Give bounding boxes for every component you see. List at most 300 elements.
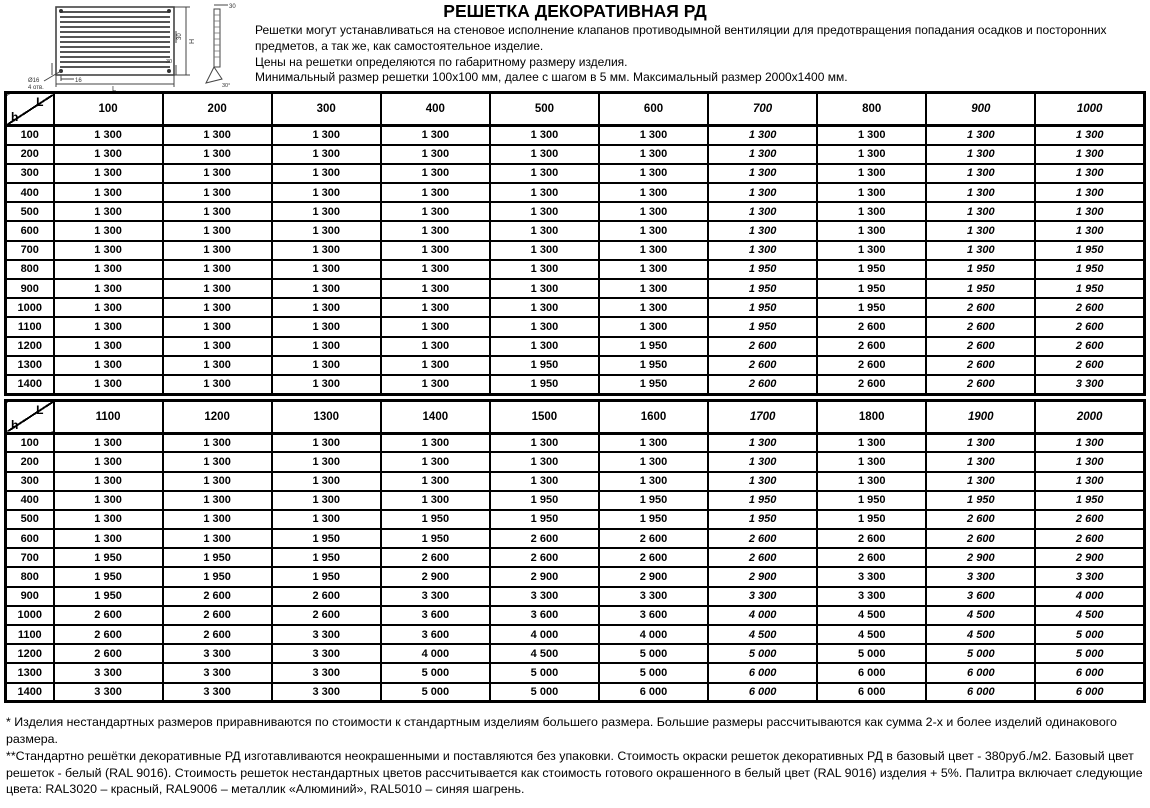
price-cell: 3 300 <box>272 644 381 663</box>
price-cell: 1 300 <box>599 183 708 202</box>
footer-notes <box>0 706 1150 798</box>
price-cell: 1 300 <box>599 279 708 298</box>
col-header-300: 300 <box>272 93 381 126</box>
price-cell: 2 600 <box>926 298 1035 317</box>
price-cell: 1 950 <box>381 529 490 548</box>
price-cell: 1 300 <box>272 491 381 510</box>
price-cell: 1 300 <box>163 375 272 394</box>
drawing-pitch-label: 30 <box>177 33 183 40</box>
price-cell: 1 300 <box>163 452 272 471</box>
price-cell: 1 950 <box>272 567 381 586</box>
side-view-foot <box>206 67 222 83</box>
price-cell: 1 300 <box>381 126 490 145</box>
price-cell: 1 300 <box>272 241 381 260</box>
row-header-900: 900 <box>6 279 54 298</box>
price-cell: 1 950 <box>926 491 1035 510</box>
price-cell: 1 300 <box>490 337 599 356</box>
col-header-600: 600 <box>599 93 708 126</box>
price-cell: 1 300 <box>272 510 381 529</box>
price-cell: 1 950 <box>817 510 926 529</box>
col-header-1500: 1500 <box>490 400 599 433</box>
table-row-h-900 <box>6 279 1145 298</box>
col-header-700: 700 <box>708 93 817 126</box>
price-cell: 4 500 <box>926 606 1035 625</box>
price-cell: 1 300 <box>599 145 708 164</box>
price-cell: 1 300 <box>1035 145 1144 164</box>
price-cell: 2 600 <box>272 606 381 625</box>
price-cell: 1 300 <box>381 279 490 298</box>
price-cell: 1 300 <box>272 298 381 317</box>
table-row-h-1200 <box>6 337 1145 356</box>
price-cell: 2 600 <box>708 375 817 394</box>
price-cell: 1 950 <box>490 491 599 510</box>
price-cell: 1 300 <box>381 491 490 510</box>
price-cell: 1 300 <box>381 298 490 317</box>
col-header-100: 100 <box>54 93 163 126</box>
price-cell: 1 300 <box>599 126 708 145</box>
price-cell: 1 300 <box>163 472 272 491</box>
price-cell: 5 000 <box>599 663 708 682</box>
footer-note-2: **Стандартно решётки декоративные РД изготавливаются неокрашенными и поставляются без упаковки. Стоимость окраски решеток декоративных РД в базовый цвет - 380руб./м2. Базовый цвет решеток - белый (RAL 9016). Стоимость решеток нестандартных цветов рассчитывается как стоимость готового окрашенного в белый цвет (RAL 9016) изделия + 5%. Палитра включает следующие цвета: RAL3020 – красный, RAL9006 – металлик «Алюминий», RAL5010 – синяя шагрень. <box>6 748 1143 797</box>
price-cell: 1 300 <box>490 164 599 183</box>
price-cell: 1 300 <box>381 202 490 221</box>
price-cell: 3 300 <box>490 587 599 606</box>
price-cell: 1 300 <box>599 433 708 452</box>
price-cell: 1 300 <box>272 317 381 336</box>
price-cell: 1 300 <box>381 221 490 240</box>
price-cell: 3 300 <box>163 644 272 663</box>
drawing-bottom-dim-label: 30 <box>166 59 173 65</box>
table-row-h-1100 <box>6 625 1145 644</box>
price-cell: 1 300 <box>54 433 163 452</box>
col-header-2000: 2000 <box>1035 400 1144 433</box>
price-cell: 3 600 <box>926 587 1035 606</box>
table-row-h-500 <box>6 510 1145 529</box>
table-row-h-1100 <box>6 317 1145 336</box>
table-row-h-600 <box>6 221 1145 240</box>
price-cell: 1 300 <box>708 126 817 145</box>
price-cell: 1 950 <box>381 510 490 529</box>
table-row-h-400 <box>6 491 1145 510</box>
price-cell: 1 300 <box>926 472 1035 491</box>
price-cell: 1 950 <box>599 491 708 510</box>
table-row-h-300 <box>6 472 1145 491</box>
row-header-1400: 1400 <box>6 375 54 394</box>
price-cell: 1 300 <box>163 241 272 260</box>
price-cell: 2 600 <box>817 375 926 394</box>
price-cell: 1 300 <box>54 510 163 529</box>
drawing-L-label: L <box>112 84 117 91</box>
price-cell: 1 300 <box>272 202 381 221</box>
price-cell: 1 300 <box>708 472 817 491</box>
price-cell: 2 600 <box>926 529 1035 548</box>
col-header-1000: 1000 <box>1035 93 1144 126</box>
price-cell: 2 600 <box>926 510 1035 529</box>
price-cell: 1 300 <box>381 356 490 375</box>
row-header-700: 700 <box>6 548 54 567</box>
price-cell: 1 300 <box>926 145 1035 164</box>
price-cell: 2 600 <box>708 548 817 567</box>
table-row-h-1200 <box>6 644 1145 663</box>
price-cell: 1 300 <box>54 356 163 375</box>
price-cell: 1 300 <box>817 241 926 260</box>
price-cell: 2 900 <box>926 548 1035 567</box>
price-cell: 1 300 <box>817 164 926 183</box>
price-cell: 5 000 <box>599 644 708 663</box>
price-cell: 1 300 <box>54 375 163 394</box>
price-cell: 3 600 <box>381 625 490 644</box>
row-header-1200: 1200 <box>6 644 54 663</box>
corner-label-h: h <box>11 110 19 124</box>
col-header-1400: 1400 <box>381 400 490 433</box>
price-table-widths-100-1000 <box>4 91 1146 396</box>
price-cell: 3 300 <box>54 663 163 682</box>
corner-label-h: h <box>11 417 19 432</box>
price-cell: 1 300 <box>599 472 708 491</box>
corner-label-L: L <box>36 402 44 417</box>
price-cell: 1 300 <box>381 452 490 471</box>
price-cell: 1 950 <box>163 567 272 586</box>
table-row-h-400 <box>6 183 1145 202</box>
price-cell: 1 300 <box>381 433 490 452</box>
intro-paragraph-3: Минимальный размер решетки 100x100 мм, далее с шагом в 5 мм. Максимальный размер 2000x1400 мм. <box>255 70 848 85</box>
price-cell: 1 300 <box>163 164 272 183</box>
price-cell: 1 300 <box>490 241 599 260</box>
price-cell: 1 300 <box>817 472 926 491</box>
price-cell: 1 300 <box>599 452 708 471</box>
price-cell: 1 300 <box>381 337 490 356</box>
price-cell: 1 300 <box>272 452 381 471</box>
price-cell: 1 300 <box>272 375 381 394</box>
price-cell: 1 950 <box>490 510 599 529</box>
row-header-1200: 1200 <box>6 337 54 356</box>
col-header-1900: 1900 <box>926 400 1035 433</box>
price-cell: 1 300 <box>54 279 163 298</box>
table-row-h-800 <box>6 567 1145 586</box>
price-cell: 2 600 <box>708 337 817 356</box>
price-cell: 1 300 <box>272 183 381 202</box>
col-header-900: 900 <box>926 93 1035 126</box>
price-cell: 1 300 <box>708 145 817 164</box>
price-cell: 1 300 <box>599 298 708 317</box>
price-cell: 2 600 <box>926 375 1035 394</box>
price-cell: 1 300 <box>817 126 926 145</box>
price-cell: 1 950 <box>163 548 272 567</box>
price-cell: 1 300 <box>490 433 599 452</box>
price-cell: 1 300 <box>708 221 817 240</box>
price-cell: 3 300 <box>817 567 926 586</box>
price-cell: 1 300 <box>163 126 272 145</box>
price-cell: 1 300 <box>1035 164 1144 183</box>
row-header-1000: 1000 <box>6 298 54 317</box>
price-cell: 1 300 <box>272 126 381 145</box>
corner-label-L: L <box>36 95 44 109</box>
row-header-1000: 1000 <box>6 606 54 625</box>
table-row-h-1300 <box>6 356 1145 375</box>
price-cell: 1 300 <box>599 202 708 221</box>
col-header-1200: 1200 <box>163 400 272 433</box>
price-cell: 2 600 <box>817 337 926 356</box>
price-cell: 1 300 <box>272 472 381 491</box>
price-cell: 1 300 <box>163 529 272 548</box>
row-header-900: 900 <box>6 587 54 606</box>
price-cell: 1 300 <box>1035 452 1144 471</box>
price-cell: 1 300 <box>163 183 272 202</box>
price-cell: 1 300 <box>163 260 272 279</box>
price-cell: 1 950 <box>708 491 817 510</box>
price-cell: 1 300 <box>54 145 163 164</box>
price-cell: 2 600 <box>599 529 708 548</box>
price-cell: 1 300 <box>599 241 708 260</box>
price-cell: 1 300 <box>381 145 490 164</box>
price-cell: 2 900 <box>490 567 599 586</box>
price-cell: 3 300 <box>1035 567 1144 586</box>
price-cell: 1 300 <box>272 356 381 375</box>
price-cell: 1 300 <box>54 241 163 260</box>
table-row-h-700 <box>6 241 1145 260</box>
table-row-h-100 <box>6 126 1145 145</box>
price-cell: 1 300 <box>163 433 272 452</box>
price-cell: 3 300 <box>272 663 381 682</box>
price-cell: 1 300 <box>163 337 272 356</box>
price-cell: 1 950 <box>272 529 381 548</box>
price-cell: 5 000 <box>708 644 817 663</box>
price-cell: 2 900 <box>708 567 817 586</box>
price-cell: 1 300 <box>54 472 163 491</box>
price-cell: 2 600 <box>54 644 163 663</box>
price-cell: 3 600 <box>490 606 599 625</box>
price-cell: 1 300 <box>54 164 163 183</box>
price-cell: 1 300 <box>272 279 381 298</box>
corner-cell <box>6 400 54 433</box>
price-cell: 1 950 <box>272 548 381 567</box>
table-row-h-1300 <box>6 663 1145 682</box>
price-cell: 2 600 <box>272 587 381 606</box>
price-cell: 1 300 <box>708 241 817 260</box>
col-header-500: 500 <box>490 93 599 126</box>
price-cell: 3 300 <box>381 587 490 606</box>
price-cell: 1 300 <box>926 221 1035 240</box>
price-cell: 1 300 <box>54 529 163 548</box>
row-header-300: 300 <box>6 472 54 491</box>
price-cell: 2 600 <box>708 529 817 548</box>
drawing-side-top-label: 30 <box>229 4 236 10</box>
price-cell: 1 300 <box>54 260 163 279</box>
price-cell: 5 000 <box>926 644 1035 663</box>
price-cell: 3 300 <box>272 625 381 644</box>
price-cell: 1 300 <box>54 221 163 240</box>
price-cell: 1 300 <box>490 298 599 317</box>
price-cell: 2 600 <box>163 625 272 644</box>
row-header-500: 500 <box>6 510 54 529</box>
price-cell: 1 300 <box>490 279 599 298</box>
price-cell: 1 300 <box>926 433 1035 452</box>
price-cell: 1 300 <box>163 356 272 375</box>
price-cell: 1 950 <box>708 279 817 298</box>
row-header-1300: 1300 <box>6 356 54 375</box>
price-cell: 1 950 <box>708 510 817 529</box>
price-cell: 1 950 <box>926 279 1035 298</box>
price-cell: 1 300 <box>1035 221 1144 240</box>
price-cell: 6 000 <box>708 683 817 702</box>
price-cell: 2 600 <box>817 356 926 375</box>
row-header-200: 200 <box>6 452 54 471</box>
col-header-800: 800 <box>817 93 926 126</box>
price-cell: 1 300 <box>54 337 163 356</box>
price-cell: 6 000 <box>1035 663 1144 682</box>
corner-cell <box>6 93 54 126</box>
price-cell: 1 300 <box>926 126 1035 145</box>
price-cell: 1 300 <box>1035 433 1144 452</box>
price-cell: 4 000 <box>490 625 599 644</box>
row-header-800: 800 <box>6 260 54 279</box>
price-cell: 2 600 <box>54 625 163 644</box>
col-header-1100: 1100 <box>54 400 163 433</box>
price-cell: 1 950 <box>599 375 708 394</box>
price-cell: 2 600 <box>599 548 708 567</box>
row-header-100: 100 <box>6 126 54 145</box>
price-cell: 1 300 <box>381 472 490 491</box>
price-cell: 1 300 <box>490 126 599 145</box>
price-cell: 2 600 <box>926 356 1035 375</box>
price-cell: 1 950 <box>1035 241 1144 260</box>
price-cell: 1 300 <box>926 202 1035 221</box>
col-header-200: 200 <box>163 93 272 126</box>
price-cell: 1 300 <box>817 433 926 452</box>
row-header-600: 600 <box>6 529 54 548</box>
row-header-1100: 1100 <box>6 317 54 336</box>
price-cell: 5 000 <box>1035 644 1144 663</box>
price-cell: 1 300 <box>926 452 1035 471</box>
intro-text <box>255 23 1148 86</box>
price-cell: 1 300 <box>163 491 272 510</box>
price-cell: 1 300 <box>599 164 708 183</box>
price-cell: 1 950 <box>490 356 599 375</box>
price-cell: 1 950 <box>817 298 926 317</box>
price-cell: 1 300 <box>381 317 490 336</box>
drawing-holes-label: 4 отв. <box>28 85 44 91</box>
drawing-diameter-label: Ø16 <box>28 78 40 84</box>
price-cell: 2 900 <box>1035 548 1144 567</box>
price-cell: 1 300 <box>54 452 163 471</box>
price-cell: 1 300 <box>163 145 272 164</box>
price-cell: 1 300 <box>490 183 599 202</box>
price-cell: 4 500 <box>817 625 926 644</box>
row-header-300: 300 <box>6 164 54 183</box>
price-cell: 2 600 <box>817 317 926 336</box>
table-row-h-700 <box>6 548 1145 567</box>
row-header-1400: 1400 <box>6 683 54 702</box>
price-cell: 4 000 <box>599 625 708 644</box>
intro-paragraph-1: Решетки могут устанавливаться на стеновое исполнение клапанов противодымной вентиляции для предотвращения попадания осадков и посторонних предметов, а так же, как самостоятельное изделие. <box>255 23 1107 53</box>
price-cell: 1 300 <box>54 298 163 317</box>
price-cell: 2 600 <box>708 356 817 375</box>
price-cell: 2 600 <box>926 337 1035 356</box>
price-cell: 1 300 <box>54 317 163 336</box>
price-cell: 1 300 <box>163 221 272 240</box>
price-cell: 3 300 <box>708 587 817 606</box>
table-row-h-200 <box>6 452 1145 471</box>
price-cell: 3 600 <box>599 606 708 625</box>
price-cell: 2 600 <box>381 548 490 567</box>
row-header-500: 500 <box>6 202 54 221</box>
table-row-h-800 <box>6 260 1145 279</box>
price-cell: 6 000 <box>817 663 926 682</box>
price-cell: 1 300 <box>54 202 163 221</box>
price-cell: 1 300 <box>272 164 381 183</box>
price-cell: 1 300 <box>272 433 381 452</box>
table-row-h-600 <box>6 529 1145 548</box>
price-cell: 1 300 <box>163 298 272 317</box>
row-header-1300: 1300 <box>6 663 54 682</box>
price-cell: 1 300 <box>490 145 599 164</box>
price-table-widths-1100-2000 <box>4 399 1146 704</box>
price-cell: 5 000 <box>817 644 926 663</box>
price-cell: 1 950 <box>599 356 708 375</box>
price-cell: 5 000 <box>490 683 599 702</box>
row-header-200: 200 <box>6 145 54 164</box>
price-cell: 1 950 <box>1035 491 1144 510</box>
price-cell: 3 300 <box>926 567 1035 586</box>
price-cell: 1 300 <box>708 202 817 221</box>
price-cell: 1 300 <box>708 164 817 183</box>
price-cell: 1 950 <box>1035 260 1144 279</box>
price-cell: 1 300 <box>926 183 1035 202</box>
row-header-100: 100 <box>6 433 54 452</box>
price-cell: 1 300 <box>163 510 272 529</box>
price-cell: 1 300 <box>163 317 272 336</box>
price-cell: 1 950 <box>708 260 817 279</box>
price-cell: 1 950 <box>54 587 163 606</box>
price-cell: 1 950 <box>54 548 163 567</box>
price-cell: 1 300 <box>490 472 599 491</box>
price-cell: 6 000 <box>599 683 708 702</box>
price-cell: 2 600 <box>1035 510 1144 529</box>
price-cell: 4 000 <box>708 606 817 625</box>
price-cell: 1 300 <box>381 241 490 260</box>
drawing-dim16-label: 16 <box>75 78 82 84</box>
row-header-800: 800 <box>6 567 54 586</box>
price-cell: 2 600 <box>1035 298 1144 317</box>
price-cell: 6 000 <box>817 683 926 702</box>
price-cell: 1 300 <box>708 433 817 452</box>
price-cell: 2 600 <box>1035 337 1144 356</box>
table-row-h-900 <box>6 587 1145 606</box>
price-cell: 5 000 <box>490 663 599 682</box>
price-cell: 1 300 <box>599 260 708 279</box>
price-cell: 1 300 <box>817 183 926 202</box>
page-title: РЕШЕТКА ДЕКОРАТИВНАЯ РД <box>443 1 707 21</box>
col-header-400: 400 <box>381 93 490 126</box>
price-cell: 2 600 <box>1035 356 1144 375</box>
price-cell: 6 000 <box>926 683 1035 702</box>
page-header <box>0 0 1150 91</box>
price-cell: 3 600 <box>381 606 490 625</box>
price-cell: 2 900 <box>599 567 708 586</box>
table-row-h-1400 <box>6 375 1145 394</box>
price-cell: 1 300 <box>926 164 1035 183</box>
intro-paragraph-2: Цены на решетки определяются по габаритному размеру изделия. <box>255 54 628 69</box>
price-cell: 1 300 <box>1035 183 1144 202</box>
price-cell: 1 950 <box>817 260 926 279</box>
price-cell: 2 600 <box>926 317 1035 336</box>
price-cell: 3 300 <box>817 587 926 606</box>
price-cell: 2 600 <box>490 529 599 548</box>
price-cell: 1 300 <box>817 452 926 471</box>
price-cell: 1 950 <box>490 375 599 394</box>
price-cell: 4 500 <box>926 625 1035 644</box>
price-cell: 1 950 <box>708 298 817 317</box>
